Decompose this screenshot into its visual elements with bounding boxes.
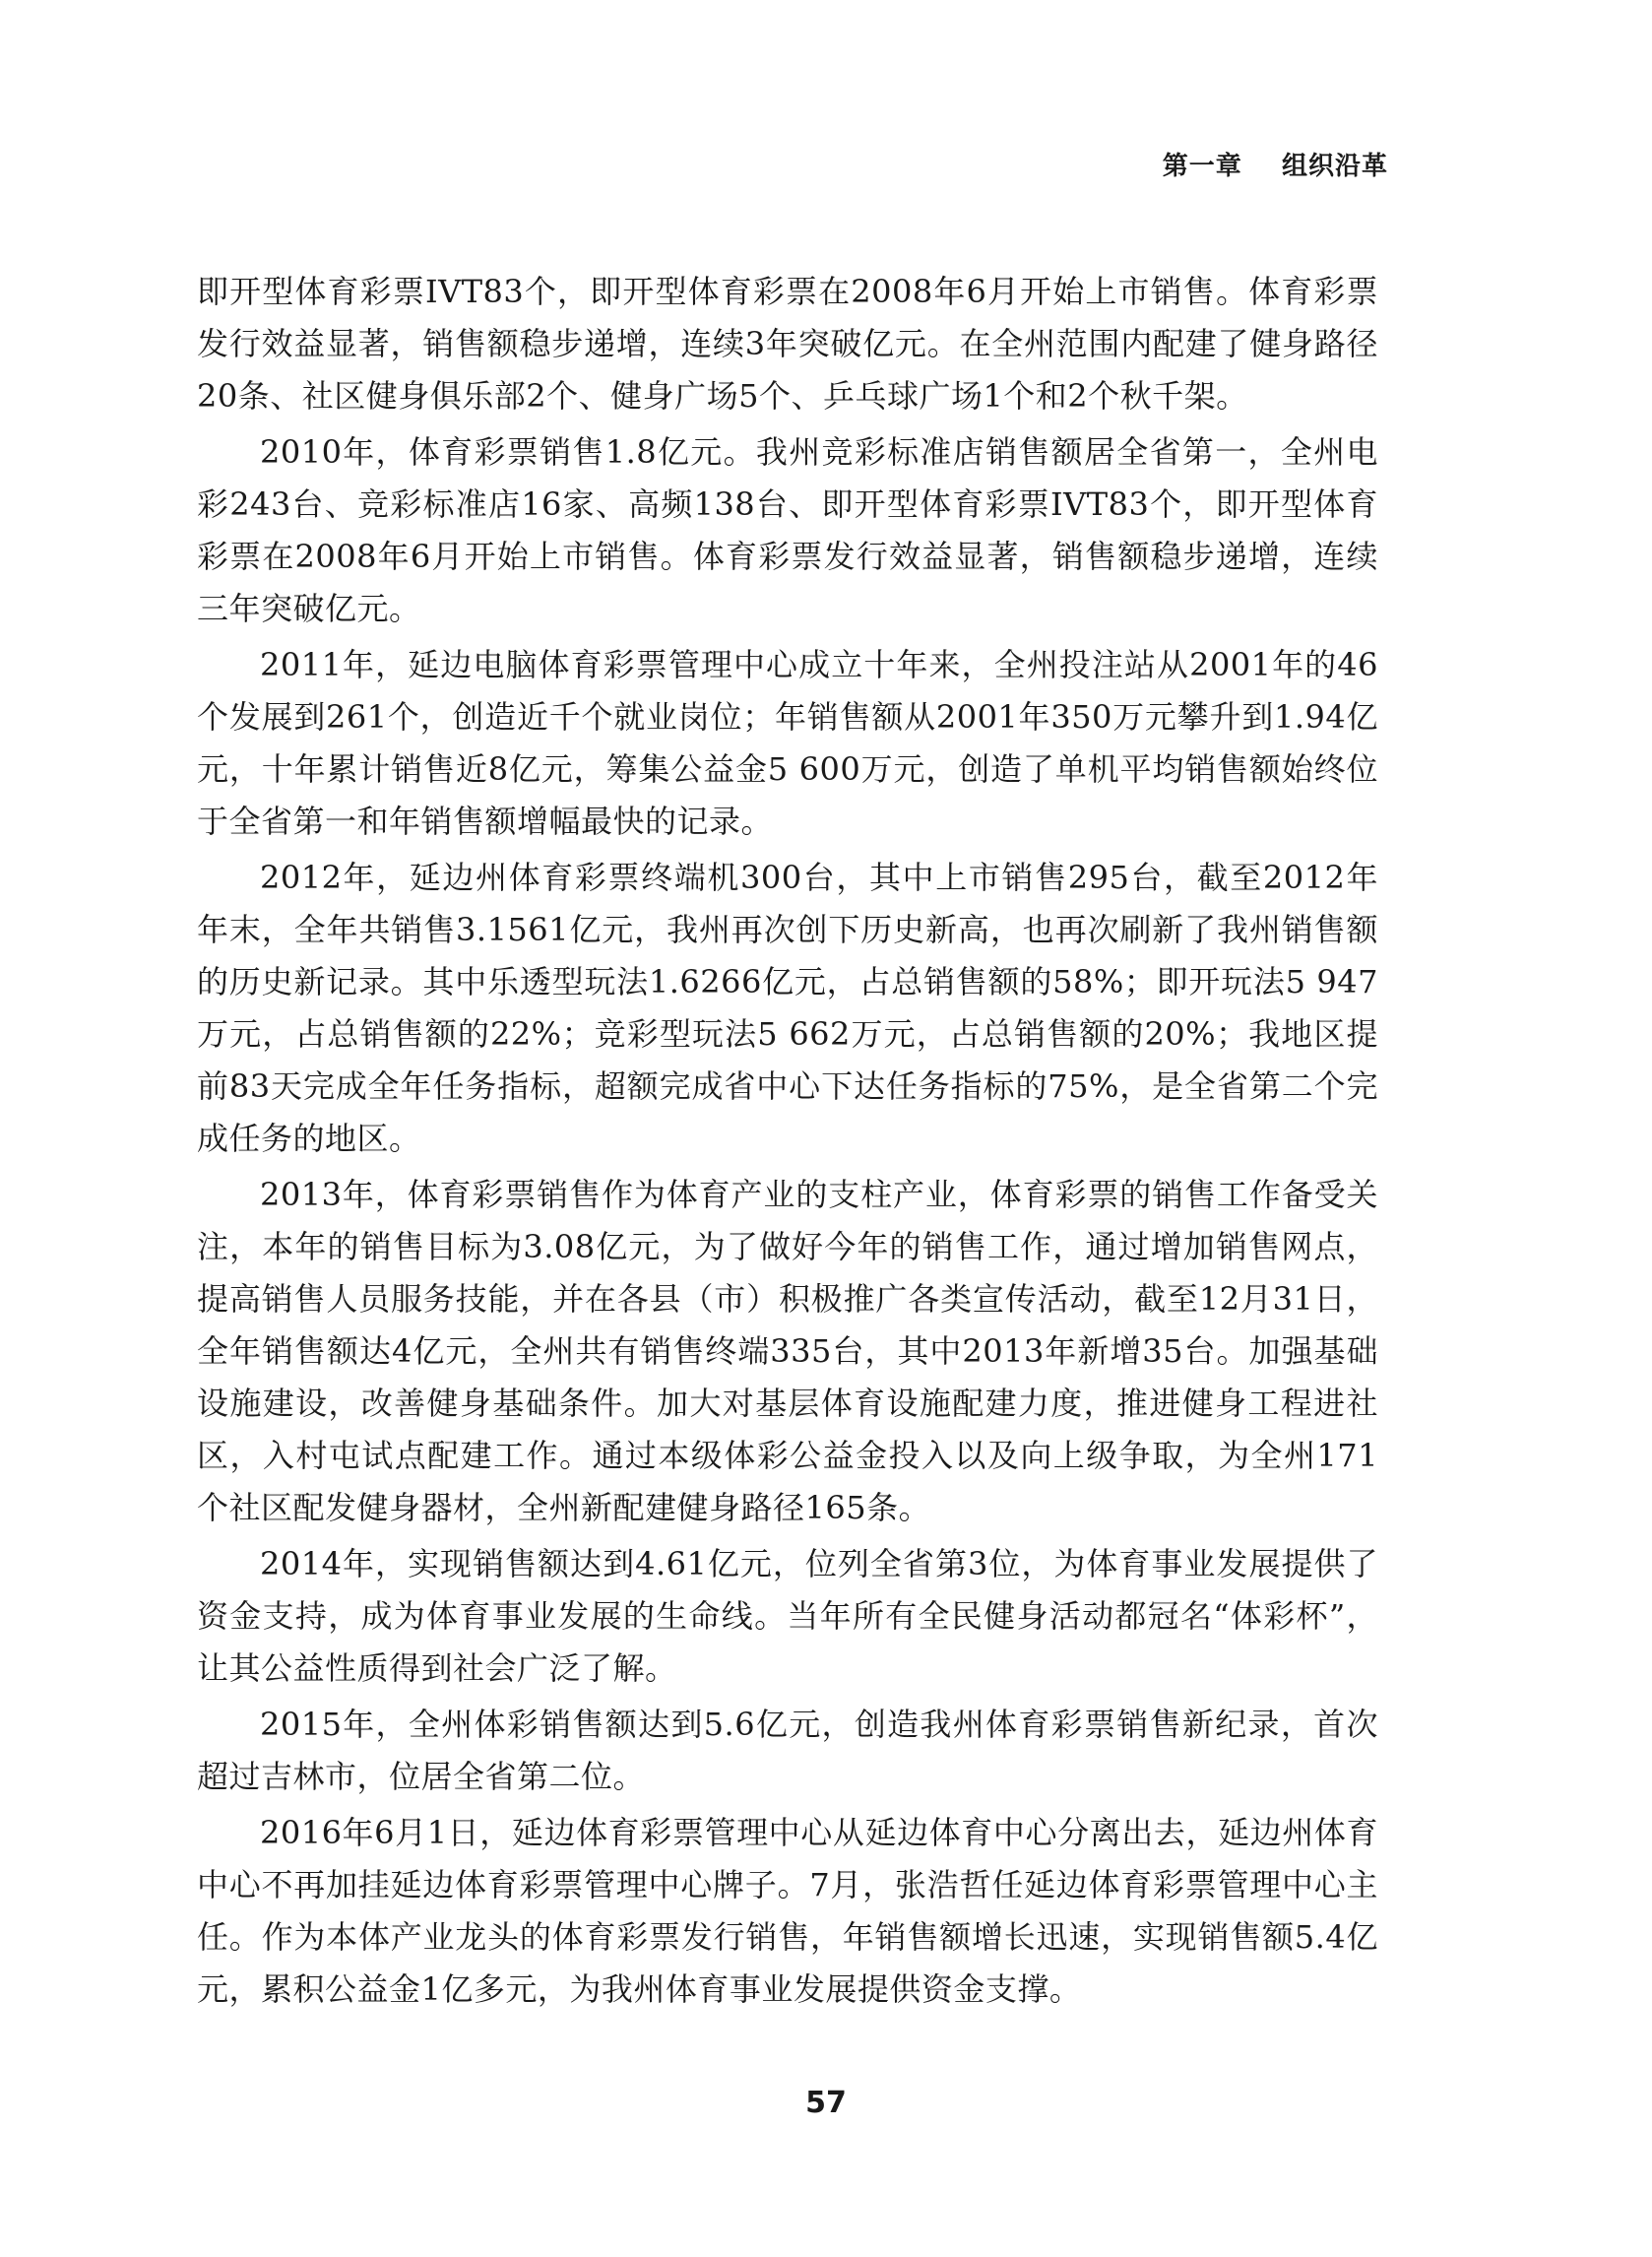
paragraph-continuation: 即开型体育彩票IVT83个，即开型体育彩票在2008年6月开始上市销售。体育彩票发行效益显著，销售额稳步递增，连续3年突破亿元。在全州范围内配建了健身路径20条、社区健身俱乐部2个、健身广场5个、乒乓球广场1个和2个秋千架。 xyxy=(197,273,1378,415)
page-number: 57 xyxy=(805,2086,847,2120)
paragraph-2011: 2011年，延边电脑体育彩票管理中心成立十年来，全州投注站从2001年的46个发展到261个，创造近千个就业岗位；年销售额从2001年350万元攀升到1.94亿元，十年累计销售近8亿元，筹集公益金5 600万元，创造了单机平均销售额始终位于全省第一和年销售额增幅最快的记录。 xyxy=(197,646,1378,840)
paragraph-2012: 2012年，延边州体育彩票终端机300台，其中上市销售295台，截至2012年年末，全年共销售3.1561亿元，我州再次创下历史新高，也再次刷新了我州销售额的历史新记录。其中乐透型玩法1.6266亿元，占总销售额的58%；即开玩法5 947万元，占总销售额的22%；竞彩型玩法5 662万元，占总销售额的20%；我地区提前83天完成全年任务指标，超额完成省中心下达任务指标的75%，是全省第二个完成任务的地区。 xyxy=(197,859,1378,1157)
paragraph-2016: 2016年6月1日，延边体育彩票管理中心从延边体育中心分离出去，延边州体育中心不再加挂延边体育彩票管理中心牌子。7月，张浩哲任延边体育彩票管理中心主任。作为本体产业龙头的体育彩票发行销售，年销售额增长迅速，实现销售额5.4亿元，累积公益金1亿多元，为我州体育事业发展提供资金支撑。 xyxy=(197,1814,1378,2008)
paragraph-2014: 2014年，实现销售额达到4.61亿元，位列全省第3位，为体育事业发展提供了资金支持，成为体育事业发展的生命线。当年所有全民健身活动都冠名“体彩杯”，让其公益性质得到社会广泛了解。 xyxy=(197,1545,1378,1687)
paragraph-2013: 2013年，体育彩票销售作为体育产业的支柱产业，体育彩票的销售工作备受关注，本年的销售目标为3.08亿元，为了做好今年的销售工作，通过增加销售网点，提高销售人员服务技能，并在各县（市）积极推广各类宣传活动，截至12月31日，全年销售额达4亿元，全州共有销售终端335台，其中2013年新增35台。加强基础设施建设，改善健身基础条件。加大对基层体育设施配建力度，推进健身工程进社区，入村屯试点配建工作。通过本级体彩公益金投入以及向上级争取，为全州171个社区配发健身器材，全州新配建健身路径165条。 xyxy=(197,1176,1378,1526)
body-text xyxy=(197,266,1378,2020)
running-head: 第一章 组织沿革 xyxy=(1162,152,1388,181)
paragraph-2015: 2015年，全州体彩销售额达到5.6亿元，创造我州体育彩票销售新纪录，首次超过吉林市，位居全省第二位。 xyxy=(197,1706,1378,1795)
paragraph-2010: 2010年，体育彩票销售1.8亿元。我州竞彩标准店销售额居全省第一，全州电彩243台、竞彩标准店16家、高频138台、即开型体育彩票IVT83个，即开型体育彩票在2008年6月开始上市销售。体育彩票发行效益显著，销售额稳步递增，连续三年突破亿元。 xyxy=(197,433,1378,627)
